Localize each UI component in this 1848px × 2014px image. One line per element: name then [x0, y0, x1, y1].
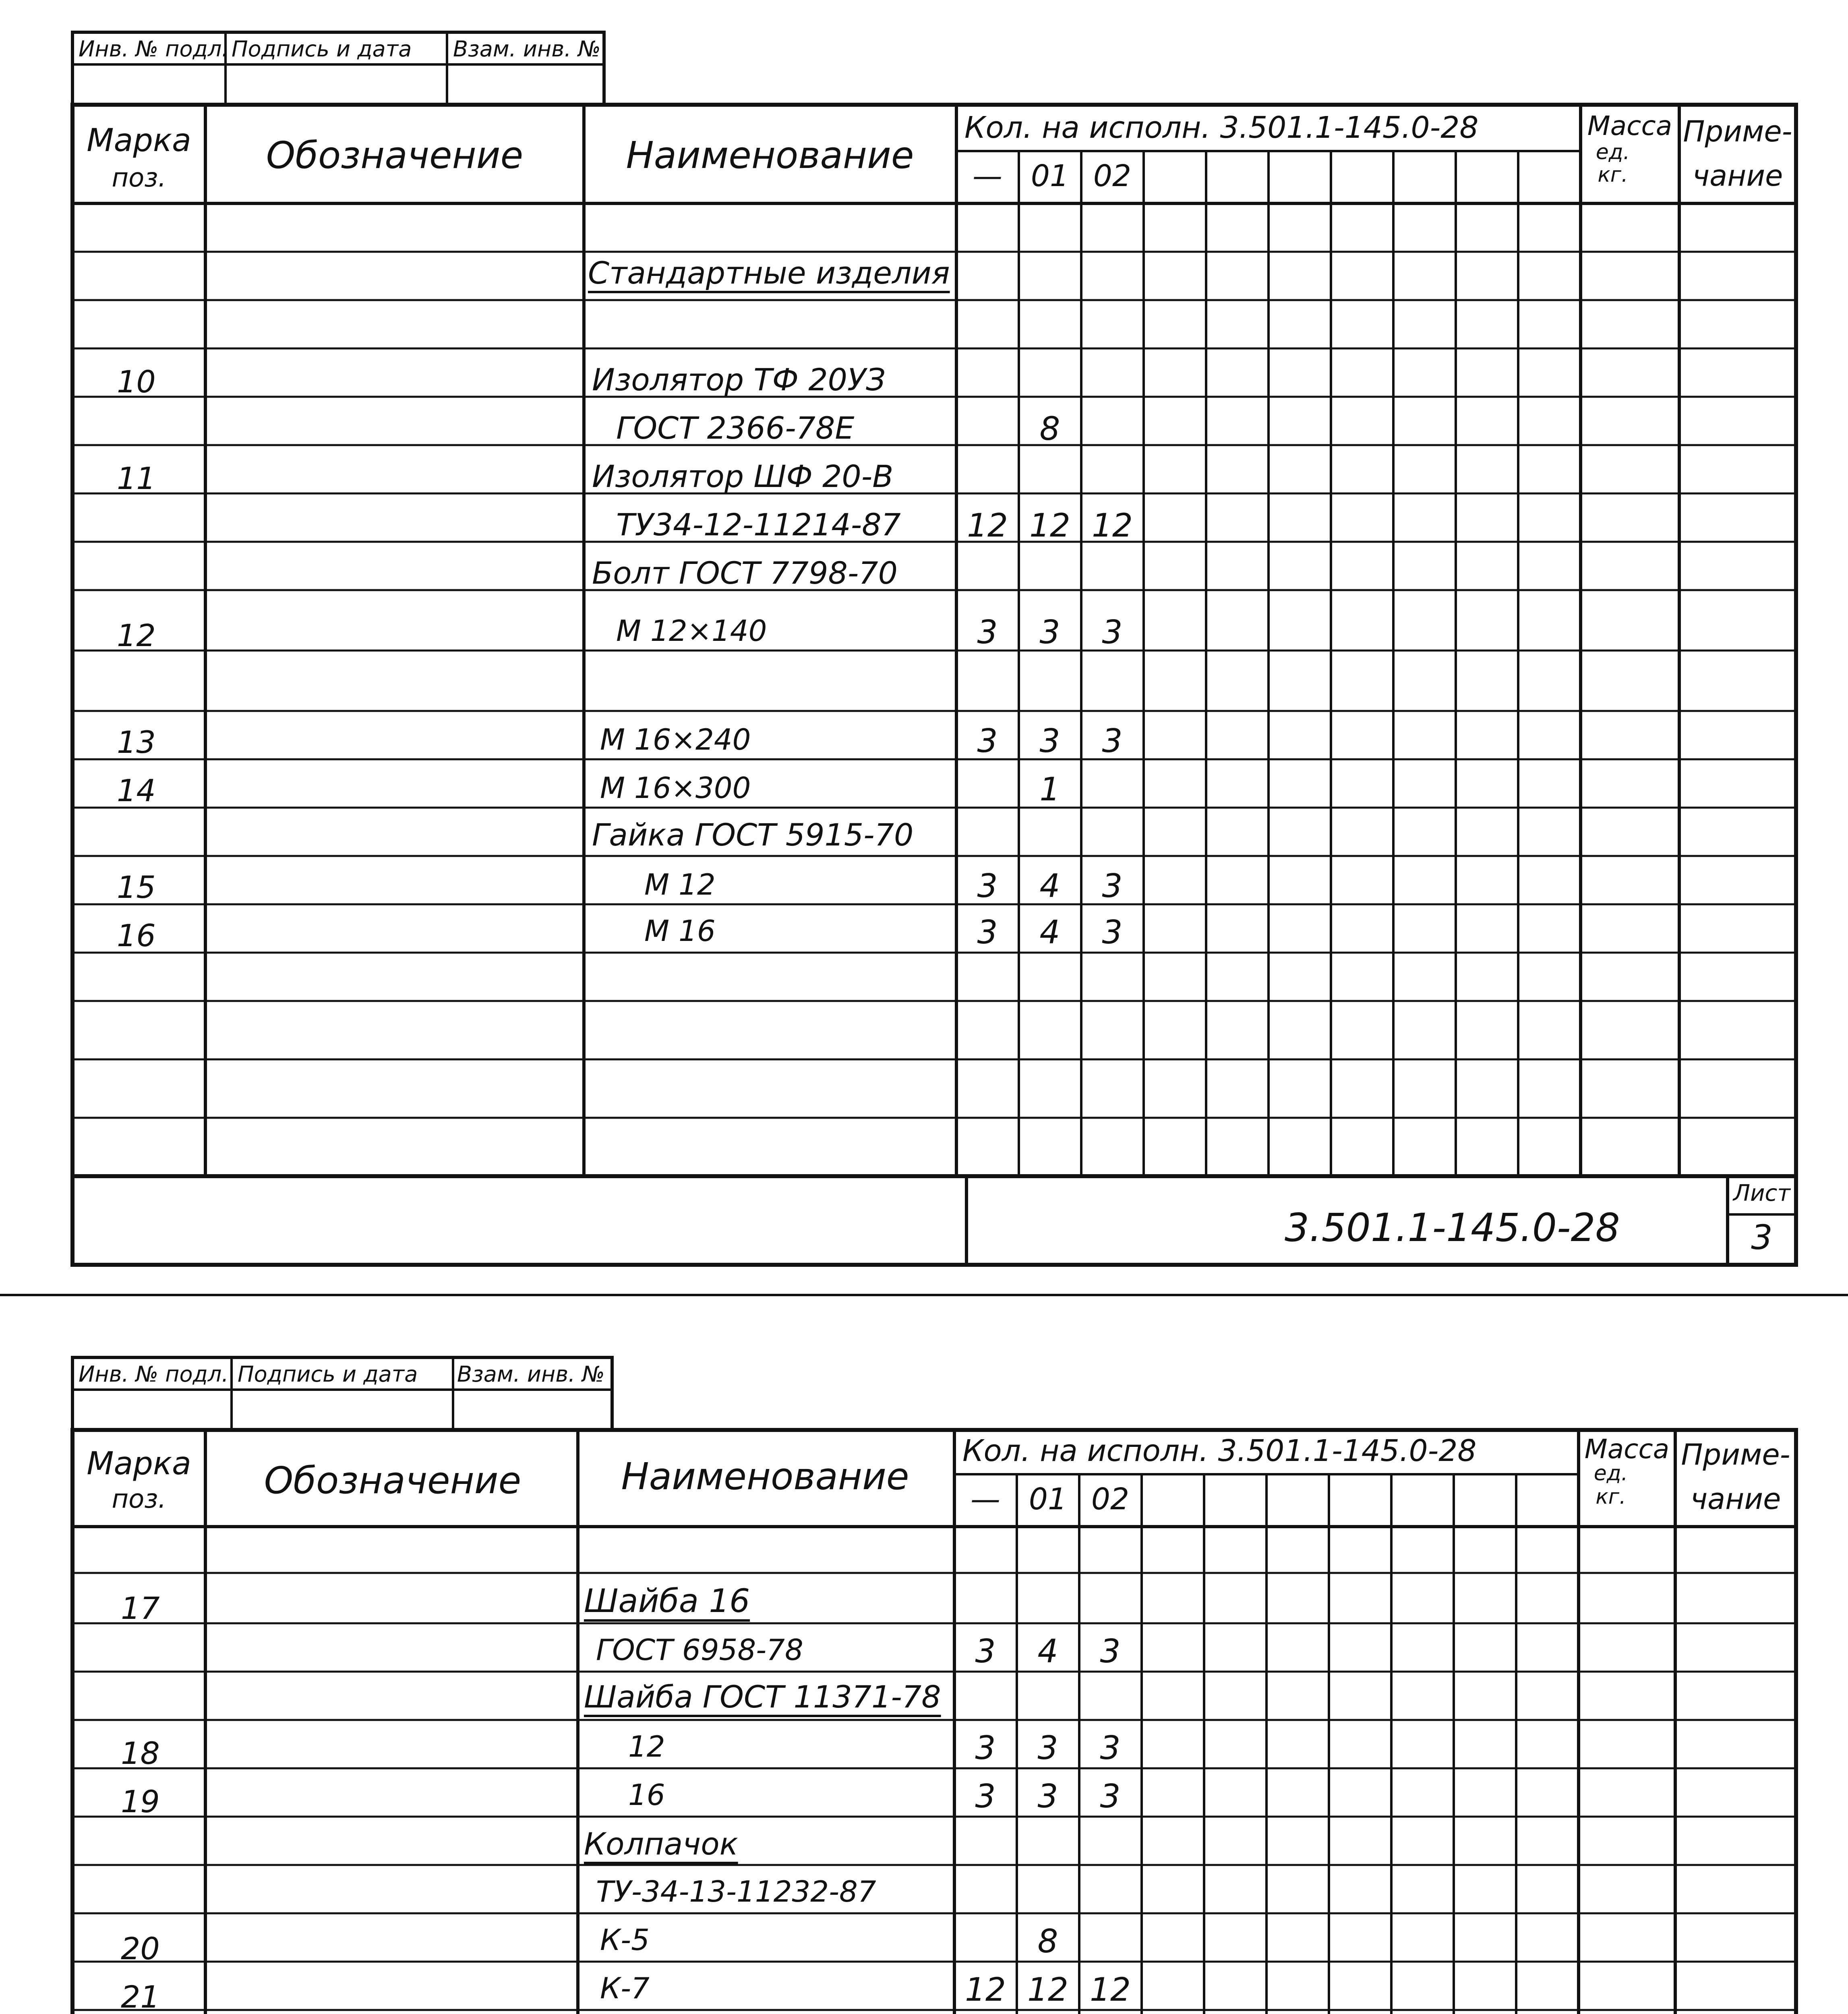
strip-vzam-label: Взам. инв. №	[457, 1361, 605, 1387]
header-massa: Масса	[1584, 1434, 1670, 1465]
header-kol: Кол. на исполн. 3.501.1-145.0-28	[964, 110, 1479, 145]
row-name: ТУ-34-13-11232-87	[596, 1875, 876, 1908]
row-qty: 3	[1102, 867, 1123, 905]
row-qty: 3	[977, 914, 998, 951]
row-qty: 4	[1039, 867, 1060, 905]
row-mark: 10	[117, 364, 156, 400]
header-kg: кг.	[1596, 1485, 1626, 1509]
row-name: ГОСТ 2366-78Е	[616, 410, 855, 446]
header-naimenovanie: Наименование	[621, 1455, 909, 1498]
header-kol: Кол. на исполн. 3.501.1-145.0-28	[962, 1434, 1477, 1468]
row-name: Изолятор ШФ 20-В	[592, 458, 894, 494]
row-qty: 8	[1039, 410, 1060, 448]
row-mark: 11	[117, 460, 156, 496]
header-naimenovanie: Наименование	[626, 134, 914, 177]
header-massa: Масса	[1587, 110, 1672, 141]
row-name: К-7	[600, 1971, 650, 2005]
row-mark: 15	[117, 869, 156, 905]
header-marka: Марка	[87, 122, 191, 159]
header-prim-1: Приме-	[1683, 114, 1792, 148]
header-kg: кг.	[1598, 163, 1628, 187]
row-qty: 3	[1039, 722, 1060, 760]
row-mark: 17	[121, 1590, 160, 1626]
row-qty: 3	[977, 613, 998, 651]
row-qty: 3	[1037, 1729, 1058, 1767]
row-name: М 16×240	[600, 723, 751, 756]
header-variant-0: —	[973, 159, 1002, 193]
row-mark: 12	[117, 617, 156, 653]
row-mark: 18	[121, 1735, 160, 1771]
header-oboznachenie: Обозначение	[264, 1459, 521, 1502]
header-variant-01: 01	[1031, 159, 1069, 193]
row-name: М 16	[644, 914, 716, 948]
row-qty: 4	[1037, 1633, 1058, 1670]
row-qty: 12	[1090, 1971, 1131, 2008]
footer-list-number: 3	[1751, 1218, 1773, 1257]
section-title: Стандартные изделия	[588, 255, 950, 291]
row-name: Гайка ГОСТ 5915-70	[592, 817, 914, 853]
row-qty: 3	[977, 867, 998, 905]
strip-inv-label: Инв. № подл.	[79, 36, 229, 62]
row-qty: 3	[1039, 613, 1060, 651]
row-qty: 3	[1037, 1778, 1058, 1815]
header-prim-1: Приме-	[1681, 1438, 1790, 1471]
row-qty: 8	[1037, 1923, 1058, 1960]
row-name: М 12	[644, 868, 716, 901]
row-name: М 12×140	[616, 614, 767, 648]
header-variant-0: —	[971, 1482, 1000, 1517]
row-qty: 12	[967, 507, 1008, 544]
row-name: ГОСТ 6958-78	[596, 1633, 803, 1667]
strip-inv-label: Инв. № подл.	[79, 1361, 229, 1387]
header-prim-2: чание	[1690, 1482, 1781, 1516]
row-name: Шайба ГОСТ 11371-78	[584, 1679, 941, 1715]
row-mark: 14	[117, 773, 156, 808]
strip-vzam-label: Взам. инв. №	[453, 36, 601, 62]
header-marka: Марка	[87, 1446, 191, 1482]
row-qty: 3	[975, 1729, 996, 1767]
row-name: Болт ГОСТ 7798-70	[592, 555, 898, 591]
row-mark: 16	[117, 918, 156, 953]
header-variant-02: 02	[1093, 159, 1132, 193]
row-name: 12	[628, 1730, 665, 1763]
row-qty: 4	[1039, 914, 1060, 951]
header-poz: поз.	[112, 1484, 166, 1514]
header-oboznachenie: Обозначение	[266, 134, 524, 177]
header-variant-02: 02	[1091, 1482, 1130, 1517]
row-mark: 13	[117, 724, 156, 760]
row-mark: 20	[121, 1931, 160, 1966]
row-name: Изолятор ТФ 20УЗ	[592, 362, 886, 398]
strip-sign-label: Подпись и дата	[238, 1361, 418, 1387]
footer-list-label: Лист	[1733, 1180, 1790, 1206]
header-ed: ед.	[1593, 1461, 1628, 1486]
row-qty: 12	[1027, 1971, 1068, 2008]
row-name: Колпачок	[584, 1826, 738, 1862]
header-prim-2: чание	[1692, 159, 1783, 193]
footer-doc-code: 3.501.1-145.0-28	[1285, 1205, 1620, 1250]
row-qty: 3	[975, 1633, 996, 1670]
row-qty: 3	[975, 1778, 996, 1815]
row-name: М 16×300	[600, 771, 751, 805]
row-qty: 3	[1102, 613, 1123, 651]
row-name: Шайба 16	[584, 1582, 750, 1620]
row-qty: 3	[977, 722, 998, 760]
row-name: К-5	[600, 1923, 650, 1957]
row-mark: 19	[121, 1784, 160, 1819]
strip-sign-label: Подпись и дата	[232, 36, 412, 62]
row-qty: 3	[1100, 1633, 1121, 1670]
row-qty: 12	[965, 1971, 1006, 2008]
row-qty: 3	[1102, 722, 1123, 760]
header-ed: ед.	[1596, 140, 1630, 164]
row-qty: 12	[1029, 507, 1070, 544]
row-name: 16	[628, 1778, 665, 1812]
row-qty: 3	[1100, 1729, 1121, 1767]
row-qty: 12	[1092, 507, 1133, 544]
header-variant-01: 01	[1029, 1482, 1067, 1517]
row-name: ТУ34-12-11214-87	[616, 507, 901, 543]
header-poz: поз.	[112, 163, 166, 193]
row-qty: 3	[1102, 914, 1123, 951]
row-mark: 21	[121, 1979, 160, 2014]
row-qty: 1	[1039, 771, 1060, 808]
row-qty: 3	[1100, 1778, 1121, 1815]
